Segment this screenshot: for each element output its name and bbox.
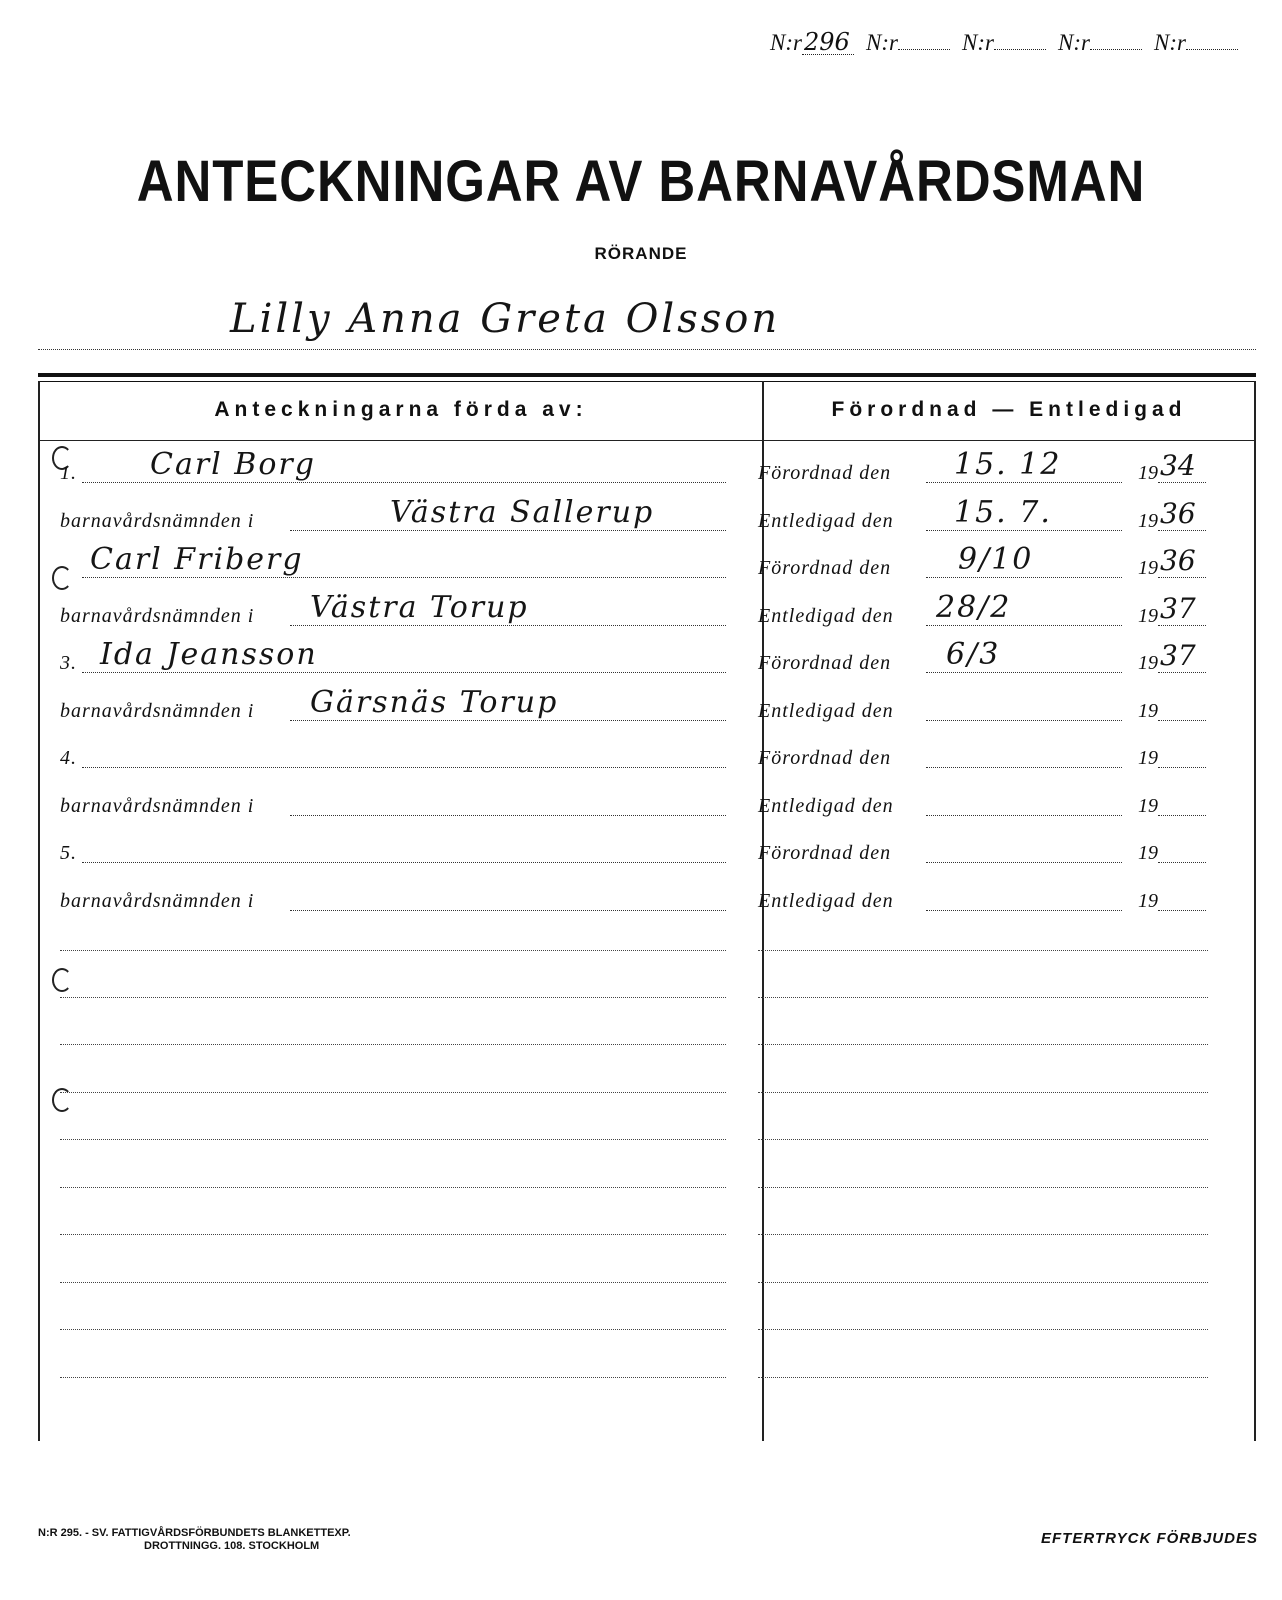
year-prefix: 19 bbox=[1138, 842, 1158, 864]
date-handwritten: 15. 7. bbox=[954, 495, 1052, 530]
form-number-value bbox=[898, 49, 950, 50]
form-number-label: N:r bbox=[1058, 30, 1090, 55]
form-number-label: N:r bbox=[866, 30, 898, 55]
blank-line bbox=[60, 997, 726, 998]
date-row bbox=[758, 637, 1208, 675]
fill-line bbox=[926, 862, 1122, 863]
date-label: Entledigad den bbox=[758, 700, 894, 722]
date-row bbox=[758, 447, 1208, 485]
date-row bbox=[758, 788, 1208, 818]
blank-line bbox=[758, 1282, 1208, 1283]
date-row bbox=[758, 495, 1208, 533]
blank-line bbox=[60, 1187, 726, 1188]
form-number-5 bbox=[1154, 30, 1238, 56]
date-label: Förordnad den bbox=[758, 842, 892, 864]
year-prefix: 19 bbox=[1138, 557, 1158, 579]
fill-line bbox=[926, 672, 1122, 673]
fill-line bbox=[290, 815, 726, 816]
blank-line bbox=[60, 1044, 726, 1045]
date-row bbox=[758, 542, 1208, 580]
column-header-appointed-dismissed: Förordnad — Entledigad bbox=[831, 398, 1187, 421]
fill-line bbox=[926, 625, 1122, 626]
date-handwritten: 9/10 bbox=[958, 542, 1034, 577]
blank-line bbox=[758, 1044, 1208, 1045]
blank-line bbox=[758, 997, 1208, 998]
blank-line bbox=[60, 1329, 726, 1330]
fill-line bbox=[1158, 577, 1206, 578]
date-label: Förordnad den bbox=[758, 462, 892, 484]
table-right-border bbox=[1254, 381, 1256, 1441]
fill-line bbox=[926, 577, 1122, 578]
fill-line bbox=[926, 767, 1122, 768]
date-label: Entledigad den bbox=[758, 510, 894, 532]
date-row bbox=[758, 590, 1208, 628]
fill-line bbox=[1158, 720, 1206, 721]
form-number-value bbox=[1186, 49, 1238, 50]
fill-line bbox=[290, 530, 726, 531]
subject-name-handwritten: Lilly Anna Greta Olsson bbox=[230, 296, 781, 342]
fill-line bbox=[1158, 767, 1206, 768]
form-number-value bbox=[1090, 49, 1142, 50]
entry-name-row bbox=[60, 542, 726, 580]
date-handwritten: 28/2 bbox=[936, 590, 1012, 625]
entry-number: 3. bbox=[60, 652, 77, 674]
year-prefix: 19 bbox=[1138, 700, 1158, 722]
entry-board-row bbox=[60, 495, 726, 533]
punch-hole-icon bbox=[52, 968, 72, 992]
date-row bbox=[758, 740, 1208, 770]
board-label: barnavårdsnämnden i bbox=[60, 890, 255, 912]
fill-line bbox=[82, 672, 726, 673]
table-left-border bbox=[38, 381, 40, 1441]
entry-name-row bbox=[60, 740, 726, 770]
board-label: barnavårdsnämnden i bbox=[60, 700, 255, 722]
fill-line bbox=[926, 910, 1122, 911]
year-handwritten: 37 bbox=[1160, 592, 1196, 625]
column-header-recorded-by: Anteckningarna förda av: bbox=[214, 398, 588, 421]
fill-line bbox=[926, 530, 1122, 531]
blank-line bbox=[758, 1329, 1208, 1330]
form-number-3 bbox=[962, 30, 1046, 56]
entry-name-handwritten: Carl Borg bbox=[150, 447, 316, 482]
blank-line bbox=[60, 1377, 726, 1378]
entry-number: 1. bbox=[60, 462, 77, 484]
board-label: barnavårdsnämnden i bbox=[60, 605, 255, 627]
form-number-2 bbox=[866, 30, 950, 56]
blank-line bbox=[758, 1377, 1208, 1378]
board-label: barnavårdsnämnden i bbox=[60, 795, 255, 817]
fill-line bbox=[82, 767, 726, 768]
blank-line bbox=[60, 1139, 726, 1140]
fill-line bbox=[926, 482, 1122, 483]
blank-line bbox=[60, 950, 726, 951]
date-label: Entledigad den bbox=[758, 795, 894, 817]
entry-board-row bbox=[60, 685, 726, 723]
entry-name-handwritten: Ida Jeansson bbox=[100, 637, 318, 672]
entry-number: 5. bbox=[60, 842, 77, 864]
fill-line bbox=[82, 482, 726, 483]
entry-board-handwritten: Gärsnäs Torup bbox=[310, 685, 559, 720]
board-label: barnavårdsnämnden i bbox=[60, 510, 255, 532]
date-row bbox=[758, 883, 1208, 913]
subject-name-line bbox=[38, 349, 1256, 350]
date-row bbox=[758, 693, 1208, 723]
date-label: Förordnad den bbox=[758, 652, 892, 674]
blank-line bbox=[758, 1139, 1208, 1140]
year-prefix: 19 bbox=[1138, 462, 1158, 484]
entry-name-row bbox=[60, 637, 726, 675]
fill-line bbox=[1158, 625, 1206, 626]
year-prefix: 19 bbox=[1138, 795, 1158, 817]
year-prefix: 19 bbox=[1138, 605, 1158, 627]
table-top-rule-thin bbox=[38, 381, 1256, 382]
fill-line bbox=[290, 625, 726, 626]
fill-line bbox=[1158, 862, 1206, 863]
entry-board-handwritten: Västra Sallerup bbox=[390, 495, 655, 530]
fill-line bbox=[1158, 482, 1206, 483]
imprint-line-1: N:R 295. - SV. FATTIGVÅRDSFÖRBUNDETS BLANKETTEXP. bbox=[38, 1527, 351, 1539]
form-number-label: N:r bbox=[770, 30, 802, 55]
date-label: Entledigad den bbox=[758, 605, 894, 627]
entry-number: 4. bbox=[60, 747, 77, 769]
document-title: ANTECKNINGAR AV BARNAVÅRDSMAN bbox=[136, 149, 1146, 214]
fill-line bbox=[82, 577, 726, 578]
fill-line bbox=[1158, 910, 1206, 911]
form-number-label: N:r bbox=[962, 30, 994, 55]
year-handwritten: 36 bbox=[1160, 544, 1196, 577]
year-handwritten: 34 bbox=[1160, 449, 1196, 482]
year-prefix: 19 bbox=[1138, 747, 1158, 769]
entry-name-row bbox=[60, 447, 726, 485]
year-prefix: 19 bbox=[1138, 890, 1158, 912]
year-prefix: 19 bbox=[1138, 510, 1158, 532]
form-number-1 bbox=[770, 30, 854, 56]
fill-line bbox=[926, 815, 1122, 816]
entry-board-row bbox=[60, 788, 726, 818]
date-handwritten: 15. 12 bbox=[954, 447, 1062, 482]
form-number-label: N:r bbox=[1154, 30, 1186, 55]
form-number-row bbox=[770, 30, 1260, 70]
entry-board-row bbox=[60, 590, 726, 628]
fill-line bbox=[1158, 672, 1206, 673]
blank-line bbox=[758, 1234, 1208, 1235]
reprint-notice: EFTERTRYCK FÖRBJUDES bbox=[1041, 1530, 1258, 1547]
blank-line bbox=[60, 1092, 726, 1093]
entry-board-row bbox=[60, 883, 726, 913]
year-handwritten: 36 bbox=[1160, 497, 1196, 530]
fill-line bbox=[926, 720, 1122, 721]
form-number-value bbox=[994, 49, 1046, 50]
date-handwritten: 6/3 bbox=[946, 637, 1001, 672]
blank-line bbox=[758, 1187, 1208, 1188]
blank-line bbox=[758, 950, 1208, 951]
year-prefix: 19 bbox=[1138, 652, 1158, 674]
form-number-value: 296 bbox=[802, 30, 854, 55]
entry-name-handwritten: Carl Friberg bbox=[90, 542, 304, 577]
fill-line bbox=[290, 720, 726, 721]
date-label: Entledigad den bbox=[758, 890, 894, 912]
year-handwritten: 37 bbox=[1160, 639, 1196, 672]
form-printer-imprint bbox=[38, 1527, 351, 1553]
date-label: Förordnad den bbox=[758, 557, 892, 579]
blank-line bbox=[60, 1234, 726, 1235]
fill-line bbox=[1158, 815, 1206, 816]
form-number-4 bbox=[1058, 30, 1142, 56]
blank-line bbox=[60, 1282, 726, 1283]
date-label: Förordnad den bbox=[758, 747, 892, 769]
table-header-rule bbox=[38, 440, 1256, 441]
fill-line bbox=[290, 910, 726, 911]
entry-name-row bbox=[60, 835, 726, 865]
document-subtitle: RÖRANDE bbox=[594, 244, 688, 263]
fill-line bbox=[1158, 530, 1206, 531]
fill-line bbox=[82, 862, 726, 863]
entry-board-handwritten: Västra Torup bbox=[310, 590, 529, 625]
table-top-rule bbox=[38, 373, 1256, 377]
date-row bbox=[758, 835, 1208, 865]
blank-line bbox=[758, 1092, 1208, 1093]
imprint-line-2: DROTTNINGG. 108. STOCKHOLM bbox=[144, 1540, 320, 1552]
